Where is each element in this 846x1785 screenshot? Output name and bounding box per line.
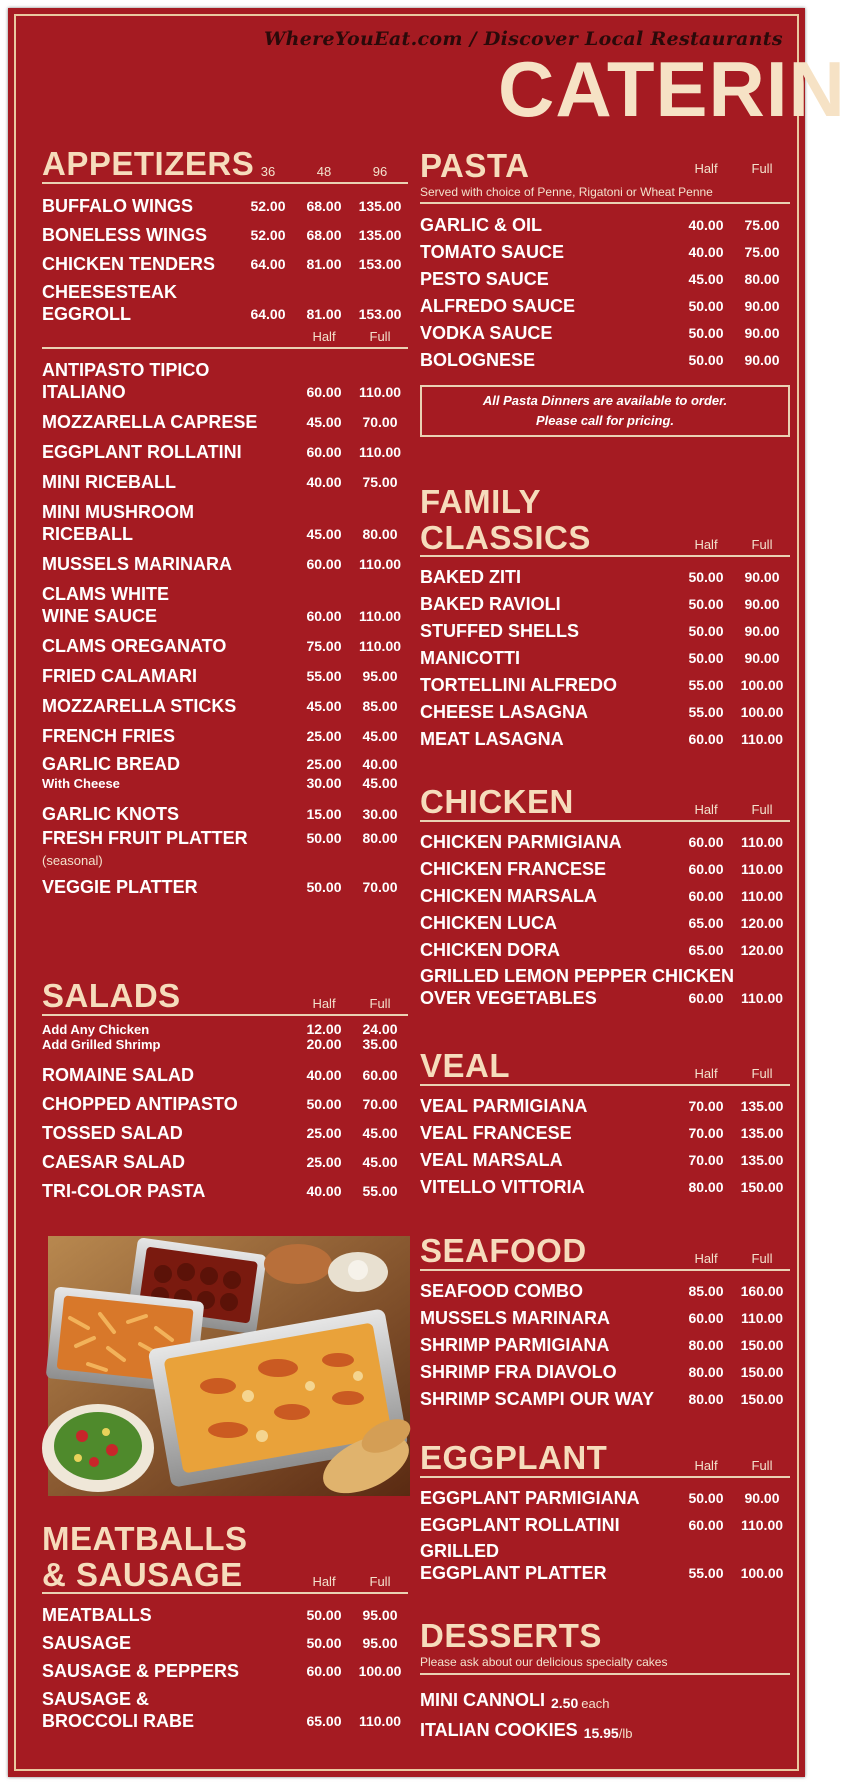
menu-item: VITELLO VITTORIA 80.00 150.00: [420, 1176, 784, 1197]
menu-item: BONELESS WINGS 52.00 68.00 135.00: [42, 224, 402, 245]
section-note: Please ask about our delicious specialty cakes: [420, 1654, 668, 1669]
menu-item: EGGPLANT PARMIGIANA 50.00 90.00: [420, 1487, 780, 1508]
menu-item: CHICKEN FRANCESE 60.00 110.00: [420, 858, 784, 879]
addon-item: Add Any Chicken 12.00 24.00: [42, 1020, 398, 1037]
menu-item: MINI RICEBALL 40.00 75.00: [42, 471, 398, 492]
menu-page: [8, 8, 846, 1777]
menu-item: STUFFED SHELLS 50.00 90.00: [420, 621, 780, 642]
chicken-list: [420, 826, 790, 1009]
menu-item: SAUSAGE & PEPPERS 60.00 100.00: [42, 1661, 402, 1682]
menu-item: MANICOTTI 50.00 90.00: [420, 648, 780, 669]
menu-item: PESTO SAUCE 45.00 80.00: [420, 268, 780, 289]
menu-item: TORTELLINI ALFREDO 55.00 100.00: [420, 675, 784, 696]
menu-item: BAKED RAVIOLI 50.00 90.00: [420, 594, 780, 615]
menu-item: CHOPPED ANTIPASTO 50.00 70.00: [42, 1093, 398, 1114]
menu-item: MINI MUSHROOM RICEBALL 45.00 80.00: [42, 501, 398, 544]
column-headers: Half Full: [312, 1574, 391, 1590]
right-column: [420, 148, 790, 1748]
menu-item: GRILLED LEMON PEPPER CHICKEN OVER VEGETABLES 60.00 110.00: [420, 965, 784, 1008]
meatballs-section: [42, 1521, 408, 1732]
column-headers: Half Full: [694, 1250, 773, 1266]
menu-item: TOSSED SALAD 25.00 45.00: [42, 1122, 398, 1143]
menu-item: MUSSELS MARINARA 60.00 110.00: [42, 553, 402, 574]
menu-item: FRENCH FRIES 25.00 45.00: [42, 725, 398, 746]
menu-item: TRI-COLOR PASTA 40.00 55.00: [42, 1180, 398, 1201]
menu-item: GARLIC & OIL 40.00 75.00: [420, 214, 780, 235]
pasta-header: [420, 148, 790, 204]
catering-food-photo: [48, 1236, 410, 1496]
veal-list: [420, 1090, 790, 1198]
column-headers: Half Full: [694, 1457, 773, 1473]
salads-header: [42, 978, 408, 1016]
watermark: WhereYouEat.com / Discover Local Restaurants: [264, 28, 783, 50]
menu-item: BAKED ZITI 50.00 90.00: [420, 567, 780, 588]
menu-item: CHICKEN MARSALA 60.00 110.00: [420, 885, 784, 906]
menu-item: CAESAR SALAD 25.00 45.00: [42, 1151, 398, 1172]
meatballs-list: [42, 1598, 408, 1732]
column-headers: Half Full: [312, 995, 391, 1011]
desserts-header: [420, 1618, 790, 1675]
salad-addons: [42, 1022, 408, 1052]
menu-item: CHICKEN PARMIGIANA 60.00 110.00: [420, 831, 784, 852]
menu-item: MOZZARELLA STICKS 45.00 85.00: [42, 695, 398, 716]
menu-item: VEAL PARMIGIANA 70.00 135.00: [420, 1095, 784, 1116]
menu-item: CLAMS WHITE WINE SAUCE 60.00 110.00: [42, 583, 402, 626]
addon-item: Add Grilled Shrimp 20.00 35.00: [42, 1035, 398, 1052]
column-headers: Half Full: [694, 160, 773, 176]
section-title: SALADS: [42, 977, 181, 1014]
section-title: CHICKEN: [420, 783, 574, 820]
menu-item: CHICKEN LUCA 65.00 120.00: [420, 912, 784, 933]
menu-item: MUSSELS MARINARA 60.00 110.00: [420, 1307, 784, 1328]
eggplant-list: [420, 1482, 790, 1584]
section-title: FAMILY CLASSICS: [420, 483, 591, 556]
menu-item-variant: With Cheese 30.00 45.00: [42, 774, 398, 791]
menu-item: FRESH FRUIT PLATTER 50.00 80.00: [42, 827, 398, 848]
menu-item: CLAMS OREGANATO 75.00 110.00: [42, 635, 402, 656]
eggplant-header: [420, 1440, 790, 1478]
column-headers: Half Full: [694, 1065, 773, 1081]
menu-item: VEGGIE PLATTER 50.00 70.00: [42, 876, 398, 897]
chicken-header: [420, 784, 790, 822]
veal-header: [420, 1048, 790, 1086]
menu-item: EGGPLANT ROLLATINI 60.00 110.00: [420, 1514, 784, 1535]
section-title: VEAL: [420, 1047, 511, 1084]
column-headers: 36 48 96: [260, 163, 388, 179]
family-list: [420, 561, 790, 750]
menu-item: EGGPLANT ROLLATINI 60.00 110.00: [42, 441, 402, 462]
menu-item: MEAT LASAGNA 60.00 110.00: [420, 729, 784, 750]
menu-item: SAUSAGE & BROCCOLI RABE 65.00 110.00: [42, 1689, 402, 1732]
menu-item: ANTIPASTO TIPICO ITALIANO 60.00 110.00: [42, 359, 402, 402]
menu-item: VEAL FRANCESE 70.00 135.00: [420, 1122, 784, 1143]
salads-list: [42, 1056, 408, 1202]
chicken-section: [420, 784, 790, 1009]
menu-item: SAUSAGE 50.00 95.00: [42, 1633, 398, 1654]
left-column: [42, 146, 408, 1746]
column-headers: Half Full: [694, 801, 773, 817]
section-title: APPETIZERS: [42, 145, 255, 182]
menu-item: CHEESE LASAGNA 55.00 100.00: [420, 702, 784, 723]
half-full-header: Half Full: [42, 329, 408, 349]
desserts-list: [420, 1681, 790, 1741]
pasta-dinner-notice: All Pasta Dinners are available to order. Please call for pricing.: [420, 385, 790, 437]
menu-item: MEATBALLS 50.00 95.00: [42, 1605, 398, 1626]
menu-item: ROMAINE SALAD 40.00 60.00: [42, 1064, 398, 1085]
appetizers-list: [42, 188, 408, 325]
appetizers-header: [42, 146, 408, 184]
menu-item: CHICKEN TENDERS 64.00 81.00 153.00: [42, 253, 402, 274]
menu-item: CHEESESTEAK EGGROLL 64.00 81.00 153.00: [42, 281, 402, 324]
section-note: Served with choice of Penne, Rigatoni or Wheat Penne: [420, 184, 713, 199]
menu-item: SHRIMP SCAMPI OUR WAY 80.00 150.00: [420, 1388, 784, 1409]
section-title: DESSERTS: [420, 1617, 602, 1654]
menu-item: ALFREDO SAUCE 50.00 90.00: [420, 295, 780, 316]
desserts-section: [420, 1618, 790, 1741]
menu-item: BUFFALO WINGS 52.00 68.00 135.00: [42, 195, 402, 216]
menu-item: FRIED CALAMARI 55.00 95.00: [42, 665, 398, 686]
family-header: [420, 484, 790, 557]
veal-section: [420, 1048, 790, 1198]
meatballs-header: [42, 1521, 408, 1594]
section-title: PASTA: [420, 147, 530, 184]
menu-item: SEAFOOD COMBO 85.00 160.00: [420, 1280, 784, 1301]
menu-item: MOZZARELLA CAPRESE 45.00 70.00: [42, 411, 398, 432]
seafood-list: [420, 1275, 790, 1410]
menu-item: VODKA SAUCE 50.00 90.00: [420, 322, 780, 343]
dessert-item: ITALIAN COOKIES 15.95 /lb: [420, 1719, 633, 1741]
seafood-section: [420, 1233, 790, 1410]
column-headers: Half Full: [694, 537, 773, 553]
menu-item: CHICKEN DORA 65.00 120.00: [420, 939, 784, 960]
section-title: EGGPLANT: [420, 1439, 608, 1476]
item-note: (seasonal): [42, 852, 103, 868]
seafood-header: [420, 1233, 790, 1271]
menu-item: BOLOGNESE 50.00 90.00: [420, 349, 780, 370]
food-trays-illustration: [48, 1236, 410, 1496]
family-classics-section: [420, 484, 790, 750]
menu-item: SHRIMP PARMIGIANA 80.00 150.00: [420, 1334, 784, 1355]
menu-item: GARLIC KNOTS 15.00 30.00: [42, 803, 398, 824]
salads-section: [42, 978, 408, 1202]
pasta-list: [420, 208, 790, 371]
section-title: MEATBALLS & SAUSAGE: [42, 1520, 248, 1593]
section-title: SEAFOOD: [420, 1232, 587, 1269]
eggplant-section: [420, 1440, 790, 1584]
menu-item: GRILLED EGGPLANT PLATTER 55.00 100.00: [420, 1540, 784, 1583]
dessert-item: MINI CANNOLI 2.50 each: [420, 1689, 610, 1711]
menu-item: SHRIMP FRA DIAVOLO 80.00 150.00: [420, 1361, 784, 1382]
appetizers-list-2: [42, 355, 408, 898]
menu-item: VEAL MARSALA 70.00 135.00: [420, 1149, 784, 1170]
pasta-section: [420, 148, 790, 437]
menu-item: GARLIC BREAD 25.00 40.00: [42, 753, 398, 774]
catering-banner: CATERIN: [498, 45, 846, 133]
menu-item: TOMATO SAUCE 40.00 75.00: [420, 241, 780, 262]
appetizers-section: [42, 146, 408, 898]
